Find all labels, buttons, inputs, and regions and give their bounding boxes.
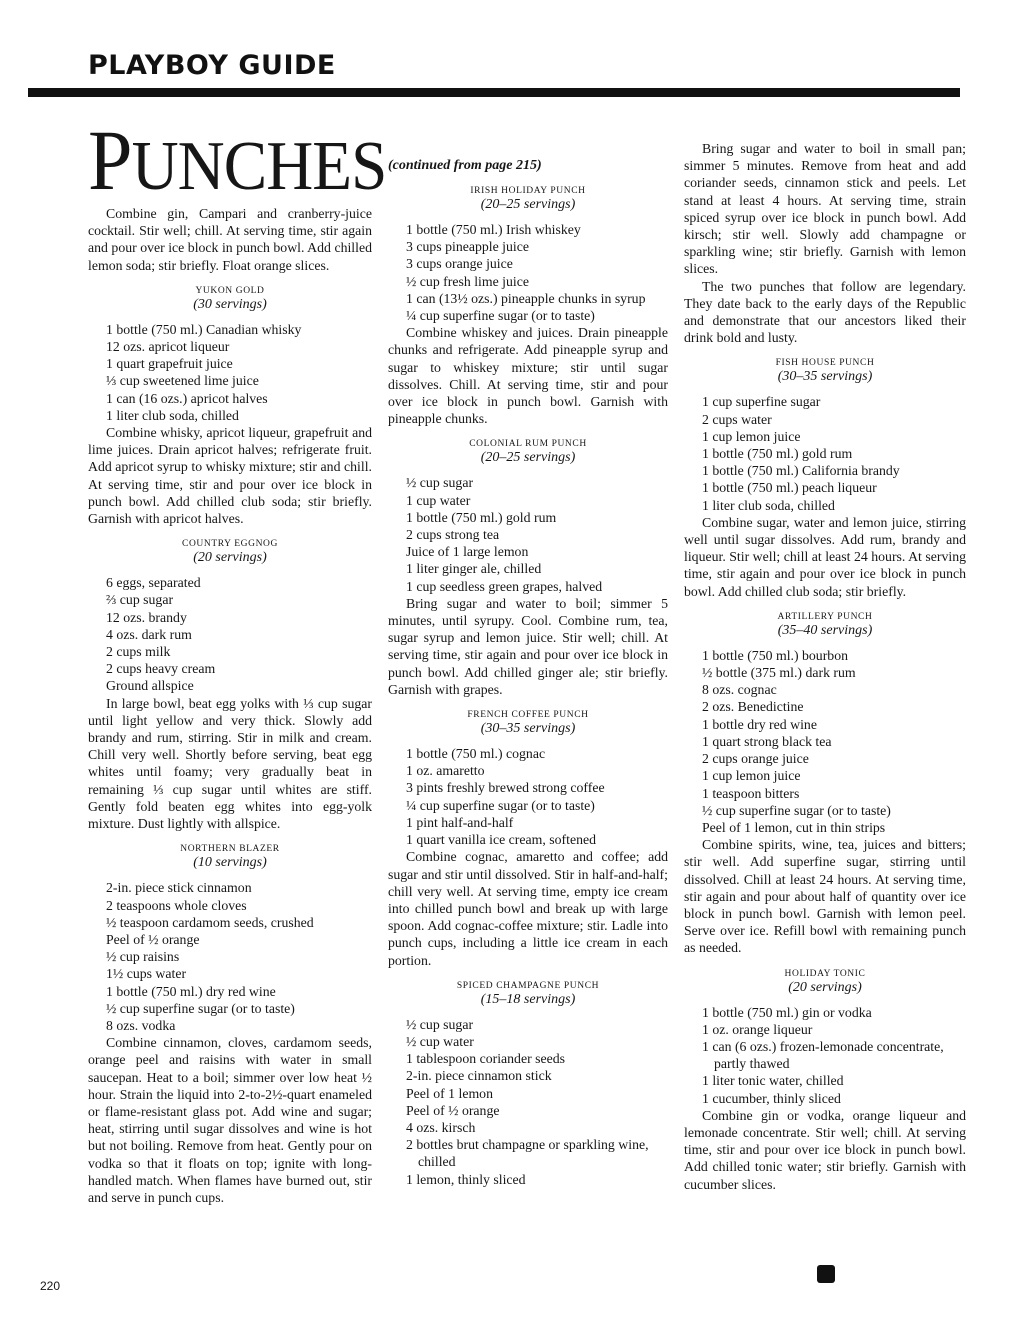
recipe-servings: (15–18 servings) bbox=[480, 991, 576, 1007]
recipe-title: FRENCH COFFEE PUNCH bbox=[467, 710, 589, 721]
ingredient: 2 cups milk bbox=[106, 644, 171, 660]
page-number: 220 bbox=[40, 1279, 61, 1293]
ingredient: 1 cup water bbox=[406, 492, 471, 508]
recipe bbox=[88, 286, 372, 527]
column-1 bbox=[88, 112, 387, 1206]
ingredient-list bbox=[88, 321, 372, 424]
section-header: PLAYBOY GUIDE bbox=[88, 50, 336, 81]
intro-paragraph: The two punches that follow are legendary. They date back to the early days of the Republic and demonstrate that our ancestors liked their drink bold and lusty. bbox=[684, 278, 966, 346]
ingredient: 1 quart grapefruit juice bbox=[106, 356, 233, 372]
recipe bbox=[388, 710, 668, 969]
ingredient: 1 bottle dry red wine bbox=[702, 716, 817, 732]
ingredient: Ground allspice bbox=[106, 678, 194, 694]
ingredient: 1 cup lemon juice bbox=[702, 768, 801, 784]
ingredient-list bbox=[388, 221, 668, 324]
ingredient: 1 quart vanilla ice cream, softened bbox=[406, 832, 597, 848]
recipe-title: NORTHERN BLAZER bbox=[180, 844, 280, 855]
ingredient: ½ cup fresh lime juice bbox=[406, 273, 529, 289]
recipe-directions: Combine sugar, water and lemon juice, stirring well until sugar dissolves. Add rum, brandy and liqueur. Stir well; chill at least 24 hours. At serving time, stir again and pour over ice block in punch bowl. Add chilled club soda; stir briefly. bbox=[684, 514, 966, 599]
ingredient: 12 ozs. brandy bbox=[106, 609, 187, 625]
ingredient: 1 can (6 ozs.) frozen-lemonade concentrate, partly thawed bbox=[702, 1038, 944, 1072]
ingredient: 2 cups orange juice bbox=[702, 751, 809, 767]
recipe-directions: Combine whiskey and juices. Drain pineapple chunks and refrigerate. Add pineapple syrup and sugar to whiskey mixture; stir until sugar dissolves. Chill. At serving time, stir and pour over ice block in punch bowl. Garnish with pineapple chunks. bbox=[388, 325, 668, 427]
ingredient: Peel of ½ orange bbox=[106, 931, 200, 947]
recipe bbox=[684, 358, 966, 599]
ingredient: 1 liter club soda, chilled bbox=[106, 407, 239, 423]
ingredient: 2 cups heavy cream bbox=[106, 661, 216, 677]
ingredient: 1 bottle (750 ml.) gin or vodka bbox=[702, 1004, 872, 1020]
header-rule bbox=[28, 88, 960, 97]
recipe-servings: (30 servings) bbox=[193, 296, 267, 312]
ingredient: 1 bottle (750 ml.) Canadian whisky bbox=[106, 321, 302, 337]
ingredient: 3 cups orange juice bbox=[406, 256, 513, 272]
column-2 bbox=[388, 120, 668, 1188]
ingredient: 1 cup seedless green grapes, halved bbox=[406, 578, 603, 594]
ingredient: 1 bottle (750 ml.) cognac bbox=[406, 746, 546, 762]
ingredient: 1 can (13½ ozs.) pineapple chunks in syrup bbox=[406, 290, 646, 306]
ingredient: 1 bottle (750 ml.) bourbon bbox=[702, 647, 848, 663]
recipe-servings: (10 servings) bbox=[193, 855, 267, 871]
recipe-directions: In large bowl, beat egg yolks with ⅓ cup sugar until light yellow and very thick. Slowly add brandy and rum, stirring. Stir in milk and cream. Chill very well. Shortly before serving, beat egg whites until foamy; very gradually beat in remaining ⅓ cup sugar until whites are stiff. Gently fold beaten egg whites into egg-yolk mixture. Dust lightly with allspice. bbox=[88, 695, 372, 832]
ingredient: 2 bottles brut champagne or sparkling wine, chilled bbox=[406, 1137, 649, 1170]
recipe-servings: (20 servings) bbox=[193, 550, 267, 566]
recipe-directions: Combine spirits, wine, tea, juices and bitters; stir well. Add superfine sugar, stirring until dissolved. Chill at least 24 hours. At serving time, stir again and pour about half of quantity over ice block in punch bowl. Garnish with lemon peel. Serve over ice. Refill bowl with remaining punch as needed. bbox=[684, 837, 966, 956]
ingredient: ½ cup water bbox=[406, 1033, 474, 1049]
ingredient: 2 teaspoons whole cloves bbox=[106, 897, 247, 913]
ingredient: 2-in. piece stick cinnamon bbox=[106, 880, 252, 896]
recipe bbox=[684, 612, 966, 957]
ingredient-list bbox=[684, 1004, 966, 1107]
recipe-title: YUKON GOLD bbox=[195, 285, 265, 296]
ingredient: 2 ozs. Benedictine bbox=[702, 699, 804, 715]
ingredient: 1 bottle (750 ml.) gold rum bbox=[406, 509, 557, 525]
recipe-title: FISH HOUSE PUNCH bbox=[775, 358, 875, 369]
recipe-servings: (35–40 servings) bbox=[777, 622, 873, 638]
page-title: PUNCHES bbox=[88, 112, 387, 208]
ingredient: ⅔ cup sugar bbox=[106, 592, 174, 608]
ingredient: ¼ cup superfine sugar (or to taste) bbox=[406, 797, 595, 813]
ingredient: 1 cup superfine sugar bbox=[702, 394, 821, 410]
ingredient: ½ cup superfine sugar (or to taste) bbox=[106, 1000, 295, 1016]
ingredient: 1 cup lemon juice bbox=[702, 428, 801, 444]
ingredient-list bbox=[388, 745, 668, 848]
ingredient: ⅓ cup sweetened lime juice bbox=[106, 373, 259, 389]
recipe-title: COUNTRY EGGNOG bbox=[182, 539, 278, 550]
ingredient: 3 cups pineapple juice bbox=[406, 239, 529, 255]
recipe-servings: (30–35 servings) bbox=[480, 721, 576, 737]
ingredient: ½ cup sugar bbox=[406, 475, 474, 491]
recipe-title: ARTILLERY PUNCH bbox=[777, 611, 873, 622]
intro-paragraph: Combine gin, Campari and cranberry-juice cocktail. Stir well; chill. At serving time, stir again and pour over ice block in punch bowl. Add chilled lemon soda; stir briefly. Float orange slices. bbox=[88, 206, 372, 273]
ingredient: Peel of 1 lemon bbox=[406, 1085, 493, 1101]
ingredient-list bbox=[684, 393, 966, 513]
recipe-servings: (20–25 servings) bbox=[480, 197, 576, 212]
recipe-title: COLONIAL RUM PUNCH bbox=[469, 439, 587, 450]
recipe-servings: (30–35 servings) bbox=[777, 369, 873, 385]
recipe-directions: Bring sugar and water to boil; simmer 5 minutes, until syrupy. Cool. Combine rum, tea, sugar syrup and lemon juice. Stir well; chill. At serving time, stir again and pour over ice block in punch bowl. Add chilled ginger ale; stir briefly. Garnish with grapes. bbox=[388, 595, 668, 697]
recipe-title: HOLIDAY TONIC bbox=[784, 968, 866, 979]
ingredient: 1 oz. orange liqueur bbox=[702, 1021, 813, 1037]
ingredient: 2 cups water bbox=[702, 411, 772, 427]
ingredient: ¼ cup superfine sugar (or to taste) bbox=[406, 308, 595, 324]
recipe-directions: Combine whisky, apricot liqueur, grapefruit and lime juices. Drain apricot halves; refrigerate fruit. Add apricot syrup to whisky mixture; stir and chill. At serving time, stir and pour over ice block in punch bowl. Add chilled club soda; stir briefly. Garnish with apricot halves. bbox=[88, 425, 372, 527]
ingredient: 1 liter club soda, chilled bbox=[702, 497, 835, 513]
ingredient: 1 can (16 ozs.) apricot halves bbox=[106, 390, 268, 406]
continued-note: (continued from page 215) bbox=[388, 158, 542, 173]
recipe bbox=[388, 186, 668, 427]
ingredient: 1 bottle (750 ml.) California brandy bbox=[702, 463, 900, 479]
ingredient: Peel of ½ orange bbox=[406, 1102, 500, 1118]
ingredient: 4 ozs. kirsch bbox=[406, 1119, 476, 1135]
ingredient: 1 tablespoon coriander seeds bbox=[406, 1051, 565, 1067]
ingredient: 1 liter tonic water, chilled bbox=[702, 1073, 844, 1089]
recipe bbox=[684, 969, 966, 1193]
ingredient: ½ cup sugar bbox=[406, 1016, 474, 1032]
ingredient: ½ teaspoon cardamom seeds, crushed bbox=[106, 914, 314, 930]
ingredient: 1 quart strong black tea bbox=[702, 733, 832, 749]
ingredient: 3 pints freshly brewed strong coffee bbox=[406, 780, 605, 796]
ingredient: 1½ cups water bbox=[106, 966, 187, 982]
ingredient: 1 bottle (750 ml.) Irish whiskey bbox=[406, 222, 581, 237]
ingredient: 4 ozs. dark rum bbox=[106, 626, 192, 642]
column-3 bbox=[684, 120, 966, 1193]
recipe-servings: (20–25 servings) bbox=[480, 450, 576, 466]
ingredient-list bbox=[684, 647, 966, 836]
ingredient: 1 lemon, thinly sliced bbox=[406, 1171, 526, 1187]
ingredient: 1 bottle (750 ml.) gold rum bbox=[702, 446, 853, 462]
ingredient: 2 cups strong tea bbox=[406, 527, 500, 543]
ingredient: ½ bottle (375 ml.) dark rum bbox=[702, 665, 856, 681]
rabbit-logo-icon bbox=[817, 1265, 835, 1283]
recipe-title: SPICED CHAMPAGNE PUNCH bbox=[456, 980, 600, 991]
recipe bbox=[388, 439, 668, 698]
ingredient: Peel of 1 lemon, cut in thin strips bbox=[702, 819, 886, 835]
ingredient: 1 teaspoon bitters bbox=[702, 785, 800, 801]
ingredient: 1 oz. amaretto bbox=[406, 763, 485, 779]
recipe bbox=[88, 539, 372, 832]
ingredient-list bbox=[388, 474, 668, 594]
recipe-title: IRISH HOLIDAY PUNCH bbox=[470, 186, 586, 196]
ingredient: 12 ozs. apricot liqueur bbox=[106, 339, 230, 355]
ingredient: 8 ozs. cognac bbox=[702, 682, 777, 698]
ingredient-list bbox=[88, 879, 372, 1034]
ingredient: 8 ozs. vodka bbox=[106, 1017, 176, 1033]
recipe-directions: Combine cinnamon, cloves, cardamom seeds, orange peel and raisins with water in small saucepan. Heat to a boil; simmer over low heat ½ hour. Strain the liquid into 2-to-2½-quart enameled or flame-resistant glass pot. Add wine and sugar; heat, stirring until sugar dissolves and wine is hot but not boiling. Remove from heat. Gently pour on vodka so that it floats on top; ignite with long-handled match. When flames have burned out, stir and serve in punch cups. bbox=[88, 1035, 372, 1205]
ingredient: ½ cup raisins bbox=[106, 949, 180, 965]
ingredient: 1 pint half-and-half bbox=[406, 814, 514, 830]
ingredient: 1 bottle (750 ml.) peach liqueur bbox=[702, 480, 877, 496]
ingredient: 1 bottle (750 ml.) dry red wine bbox=[106, 983, 276, 999]
recipe-directions: Combine gin or vodka, orange liqueur and lemonade concentrate. Stir well; chill. At serving time, stir and pour over ice block in punch bowl. Add chilled tonic water; stir briefly. Garnish with cucumber slices. bbox=[684, 1107, 966, 1192]
ingredient: 1 liter ginger ale, chilled bbox=[406, 561, 542, 577]
ingredient: ½ cup superfine sugar (or to taste) bbox=[702, 802, 891, 818]
ingredient: 6 eggs, separated bbox=[106, 575, 201, 591]
recipe bbox=[88, 844, 372, 1206]
intro-paragraph: Bring sugar and water to boil in small pan; simmer 5 minutes. Remove from heat and add coriander seeds, cinnamon stick and peels. Let stand at least 4 hours. At serving time, strain spiced syrup over ice block in punch bowl. Add kirsch; stir well. Slowly add champagne or sparkling wine; stir briefly. Garnish with lemon slices. bbox=[684, 141, 966, 277]
recipe-directions: Combine cognac, amaretto and coffee; add sugar and stir until dissolved. Stir in half-and-half; chill very well. At serving time, empty ice cream into chilled punch bowl and break up with large spoon. Add cognac-coffee mixture; stir. Ladle into punch cups, including a little ice cream in each portion. bbox=[388, 849, 668, 968]
ingredient: 2-in. piece cinnamon stick bbox=[406, 1068, 552, 1084]
recipe-servings: (20 servings) bbox=[788, 979, 862, 995]
recipe bbox=[388, 981, 668, 1188]
ingredient-list bbox=[388, 1016, 668, 1188]
ingredient-list bbox=[88, 574, 372, 694]
ingredient: 1 cucumber, thinly sliced bbox=[702, 1090, 841, 1106]
ingredient: Juice of 1 large lemon bbox=[406, 544, 529, 560]
